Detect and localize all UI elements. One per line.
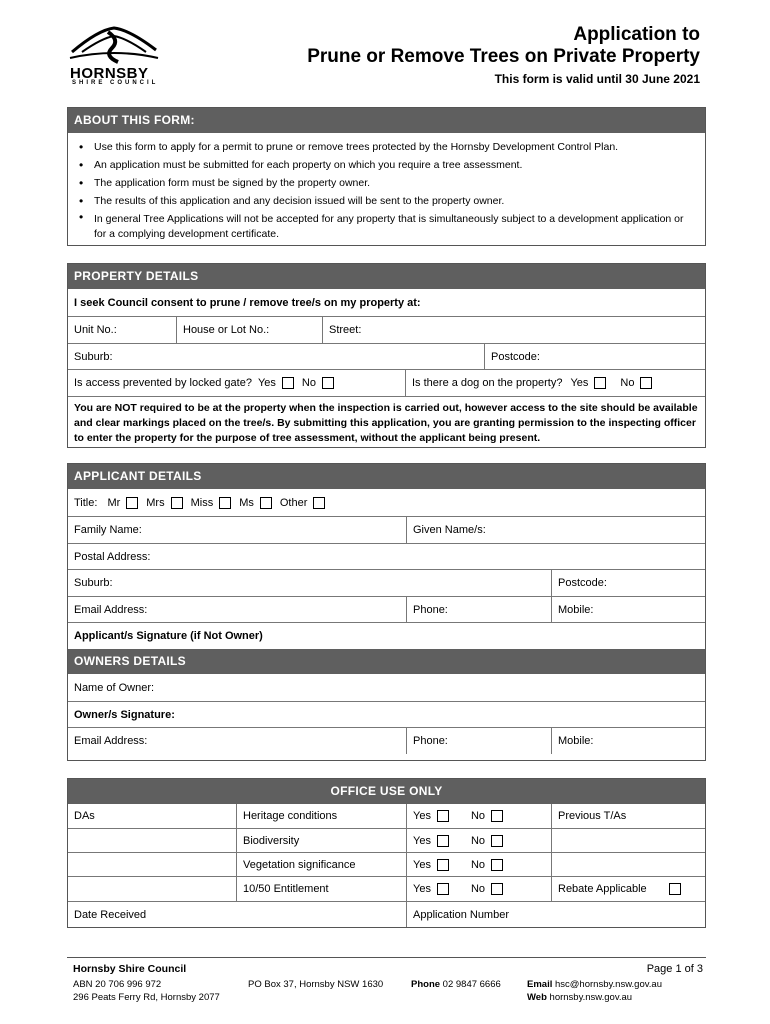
applicant-signature-label: Applicant/s Signature (if Not Owner)	[74, 630, 263, 642]
heritage-no-label: No	[470, 810, 486, 822]
applicant-section	[67, 463, 706, 761]
form-title-line1: Application to	[573, 24, 700, 45]
about-bullet: • The results of this application and any decision issued will be sent to the property owner.	[76, 192, 697, 210]
owner-email-label: Email Address:	[74, 735, 148, 747]
applicant-email-field[interactable]	[68, 597, 406, 622]
street-field[interactable]	[322, 317, 705, 343]
biodiversity-label: Biodiversity	[236, 829, 406, 852]
gate-no-label: No	[301, 377, 316, 389]
footer-abn: ABN 20 706 996 972	[73, 979, 162, 990]
postcode-field[interactable]	[484, 344, 705, 369]
owner-name-field[interactable]	[68, 674, 705, 701]
unit-field[interactable]	[68, 317, 176, 343]
footer-phone-value: 02 9847 6666	[442, 979, 501, 990]
footer-web-value[interactable]: hornsby.nsw.gov.au	[549, 992, 633, 1003]
title-ms-label: Ms	[239, 496, 254, 509]
owner-phone-field[interactable]	[406, 728, 551, 754]
footer-web[interactable]	[527, 992, 632, 1003]
biodiversity-yes-label: Yes	[413, 834, 431, 847]
das-field-2[interactable]	[68, 853, 236, 876]
footer-divider	[67, 957, 706, 958]
entitlement-yes-checkbox[interactable]	[437, 883, 449, 895]
footer-email-value[interactable]: hsc@hornsby.nsw.gov.au	[555, 979, 662, 990]
office-section	[67, 778, 706, 928]
footer-council: Hornsby Shire Council	[73, 963, 187, 975]
das-field-3[interactable]	[68, 877, 236, 901]
das-label: DAs	[74, 810, 95, 822]
footer-po-box: PO Box 37, Hornsby NSW 1630	[248, 979, 384, 990]
dog-label: Is there a dog on the property?	[412, 377, 563, 389]
applicant-suburb-field[interactable]	[68, 570, 551, 596]
given-name-label: Given Name/s:	[413, 524, 486, 536]
dog-yes-label: Yes	[570, 377, 589, 389]
about-heading: ABOUT THIS FORM:	[68, 108, 705, 133]
gate-no-checkbox[interactable]	[322, 377, 334, 389]
about-bullet: • In general Tree Applications will not be accepted for any property that is simultaneously subject to a development application or for a complying development certificate.	[76, 210, 697, 242]
property-section	[67, 263, 706, 448]
applicant-heading: APPLICANT DETAILS	[68, 464, 705, 489]
applicant-phone-field[interactable]	[406, 597, 551, 622]
page-number: Page 1 of 3	[646, 963, 703, 975]
house-label: House or Lot No.:	[183, 324, 270, 336]
title-miss-checkbox[interactable]	[219, 497, 231, 509]
biodiversity-no-label: No	[470, 834, 486, 847]
vegetation-yes-no	[406, 853, 551, 876]
unit-label: Unit No.:	[74, 324, 117, 336]
vegetation-no-checkbox[interactable]	[491, 859, 503, 871]
footer-web-label: Web	[527, 992, 547, 1003]
entitlement-yes-label: Yes	[413, 883, 431, 895]
logo-name: HORNSBY	[70, 65, 149, 82]
previous-tas-field-2[interactable]	[551, 853, 705, 876]
title-label: Title:	[74, 496, 98, 509]
entitlement-yes-no	[406, 877, 551, 901]
office-heading: OFFICE USE ONLY	[68, 779, 705, 804]
rebate-row	[551, 877, 705, 901]
owner-signature-field[interactable]	[68, 702, 705, 727]
app-number-label: Application Number	[406, 902, 705, 927]
rebate-checkbox[interactable]	[669, 883, 681, 895]
gate-yes-checkbox[interactable]	[282, 377, 294, 389]
owners-heading: OWNERS DETAILS	[68, 649, 705, 674]
form-title-line2: Prune or Remove Trees on Private Property	[307, 46, 700, 67]
street-label: Street:	[329, 324, 362, 336]
heritage-label: Heritage conditions	[236, 804, 406, 828]
vegetation-no-label: No	[470, 858, 486, 871]
family-name-label: Family Name:	[74, 524, 142, 536]
about-bullet: • Use this form to apply for a permit to prune or remove trees protected by the Hornsby Development Control Plan.	[76, 138, 697, 156]
applicant-signature-field[interactable]	[68, 623, 705, 649]
house-field[interactable]	[176, 317, 322, 343]
access-note: You are NOT required to be at the property when the inspection is carried out, however access to the site should be available and clear markings placed on the tree/s. By submitting this application, you are granting permission to the inspecting officer to enter the property for the purpose of tree assessment, without the applicant being present.	[74, 402, 698, 444]
vegetation-label: Vegetation significance	[236, 853, 406, 876]
owner-signature-label: Owner/s Signature:	[74, 708, 175, 721]
biodiversity-yes-checkbox[interactable]	[437, 835, 449, 847]
form-validity: This form is valid until 30 June 2021	[494, 72, 700, 86]
date-received-label: Date Received	[74, 908, 147, 921]
given-name-field[interactable]	[406, 517, 705, 543]
title-ms-checkbox[interactable]	[260, 497, 272, 509]
postal-address-field[interactable]	[68, 544, 705, 569]
dog-yes-checkbox[interactable]	[594, 377, 606, 389]
footer-email-label: Email	[527, 979, 553, 990]
rebate-label: Rebate Applicable	[558, 883, 647, 895]
entitlement-label: 10/50 Entitlement	[236, 877, 406, 901]
owner-name-label: Name of Owner:	[74, 681, 155, 694]
owner-mobile-field[interactable]	[551, 728, 705, 754]
vegetation-yes-label: Yes	[413, 858, 431, 871]
title-row	[68, 489, 705, 516]
title-other-checkbox[interactable]	[313, 497, 325, 509]
applicant-postcode-label: Postcode:	[558, 577, 607, 589]
owner-phone-label: Phone:	[413, 735, 448, 747]
entitlement-no-label: No	[470, 883, 486, 895]
footer-phone-label: Phone	[411, 979, 441, 990]
das-field[interactable]	[68, 829, 236, 852]
family-name-field[interactable]	[68, 517, 406, 543]
dog-no-label: No	[620, 377, 635, 389]
biodiversity-yes-no	[406, 829, 551, 852]
title-mr-label: Mr	[107, 496, 121, 509]
applicant-email-label: Email Address:	[74, 603, 148, 616]
gate-label: Is access prevented by locked gate?	[74, 377, 252, 389]
applicant-mobile-field[interactable]	[551, 597, 705, 622]
about-bullet: • An application must be submitted for each property on which you require a tree assessment.	[76, 156, 697, 174]
title-other-label: Other	[279, 496, 308, 509]
title-mrs-label: Mrs	[146, 496, 165, 509]
previous-tas-field[interactable]	[551, 829, 705, 852]
heritage-yes-checkbox[interactable]	[437, 810, 449, 822]
title-mrs-checkbox[interactable]	[171, 497, 183, 509]
applicant-phone-label: Phone:	[413, 603, 448, 616]
applicant-suburb-label: Suburb:	[74, 577, 113, 589]
title-mr-checkbox[interactable]	[126, 497, 138, 509]
consent-label: I seek Council consent to prune / remove tree/s on my property at:	[74, 296, 421, 309]
property-heading: PROPERTY DETAILS	[68, 264, 705, 289]
title-miss-label: Miss	[190, 496, 214, 509]
owner-email-field[interactable]	[68, 728, 406, 754]
footer-address: 296 Peats Ferry Rd, Hornsby 2077	[73, 992, 220, 1003]
gate-yes-label: Yes	[257, 377, 276, 389]
suburb-label: Suburb:	[74, 350, 113, 363]
footer-email[interactable]	[527, 979, 662, 990]
applicant-mobile-label: Mobile:	[558, 603, 594, 616]
postal-address-label: Postal Address:	[74, 550, 151, 563]
heritage-yes-no	[406, 804, 551, 828]
about-bullet: • The application form must be signed by the property owner.	[76, 174, 697, 192]
biodiversity-no-checkbox[interactable]	[491, 835, 503, 847]
heritage-yes-label: Yes	[413, 810, 431, 822]
previous-tas-label: Previous T/As	[551, 804, 705, 828]
dog-question	[405, 370, 705, 396]
footer-phone	[411, 979, 501, 990]
postcode-label: Postcode:	[491, 350, 540, 363]
heritage-no-checkbox[interactable]	[491, 810, 503, 822]
about-list	[68, 133, 705, 249]
entitlement-no-checkbox[interactable]	[491, 883, 503, 895]
dog-no-checkbox[interactable]	[640, 377, 652, 389]
vegetation-yes-checkbox[interactable]	[437, 859, 449, 871]
owner-mobile-label: Mobile:	[558, 735, 594, 747]
gate-question	[68, 370, 405, 396]
about-section	[67, 107, 706, 246]
applicant-postcode-field[interactable]	[551, 570, 705, 596]
logo-sub: SHIRE COUNCIL	[72, 80, 159, 86]
suburb-field[interactable]	[68, 344, 484, 369]
